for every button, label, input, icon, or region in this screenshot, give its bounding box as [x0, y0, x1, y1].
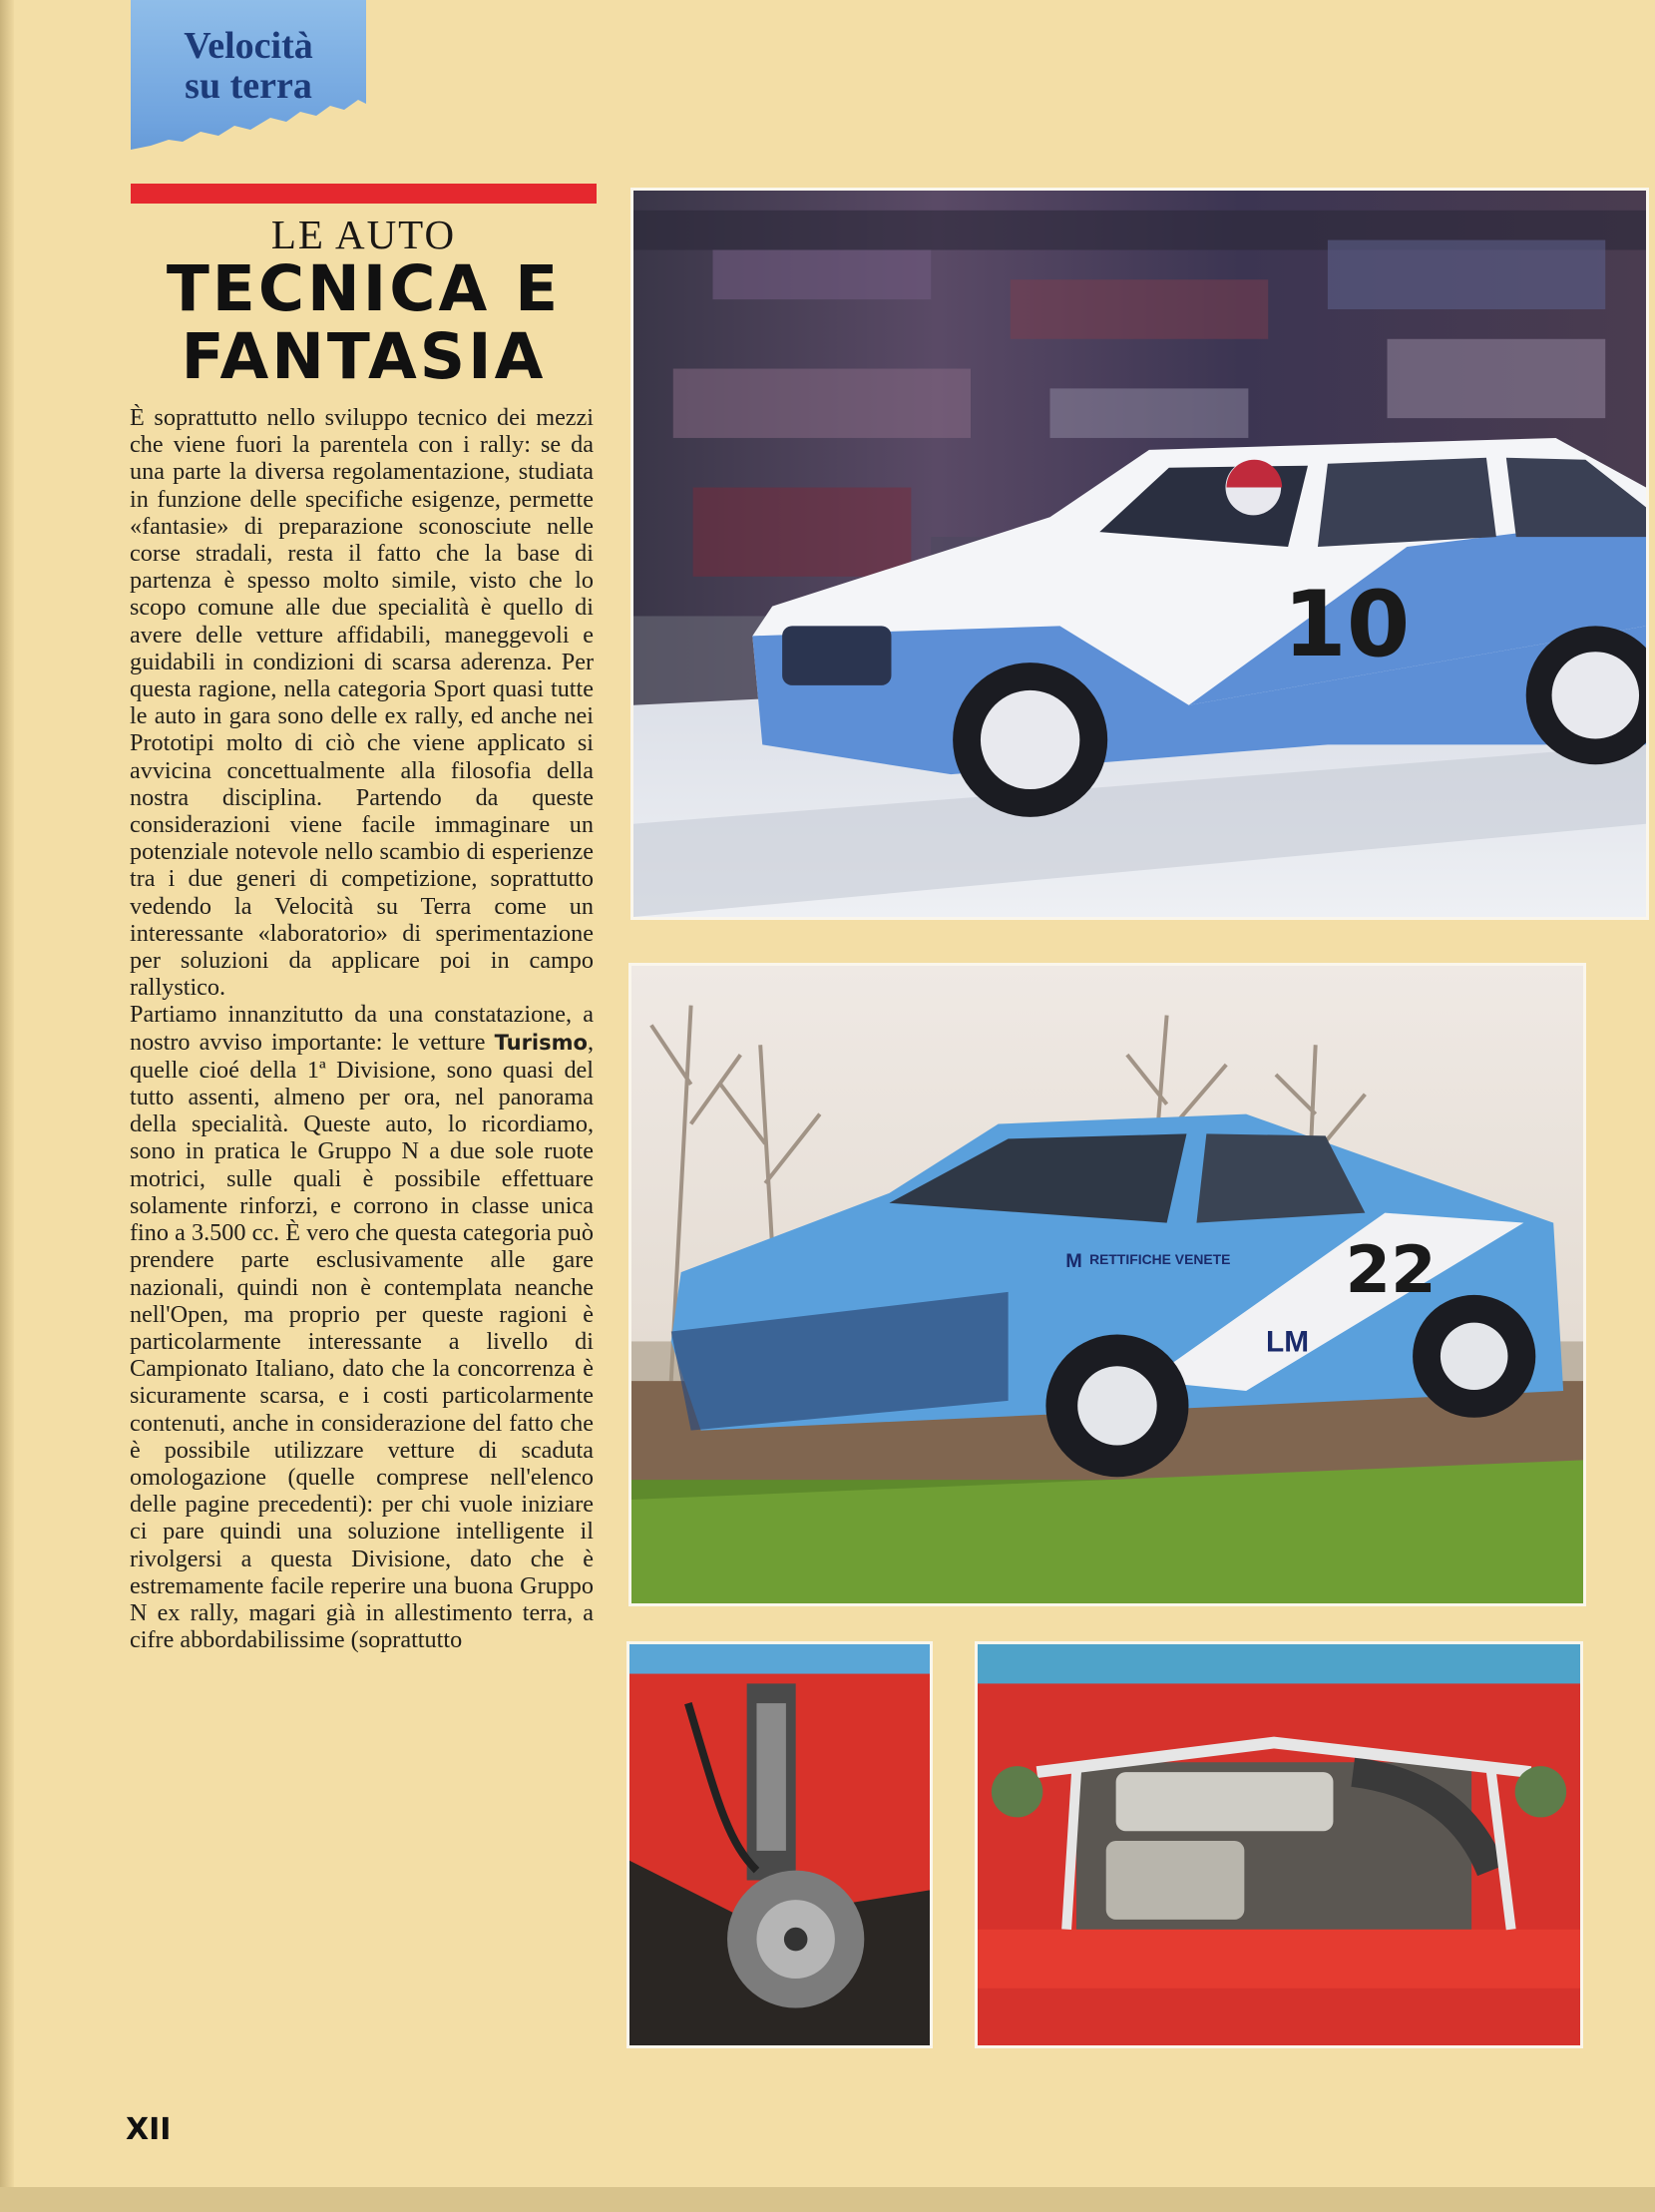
- red-rule: [131, 184, 597, 204]
- car-number-10: 10: [1283, 571, 1411, 678]
- sponsor-prefix: M: [1065, 1250, 1082, 1273]
- photo-engine-bay-image: [978, 1644, 1580, 2045]
- body-p2-start: Partiamo innanzitutto da una constatazione, a nostro avviso importante: le vetture: [130, 1001, 594, 1056]
- sponsor-rettifiche-venete: RETTIFICHE VENETE: [1089, 1251, 1231, 1268]
- article-kicker: LE AUTO: [270, 212, 457, 257]
- section-tab: [131, 0, 366, 176]
- photo-suspension-image: [629, 1644, 930, 2045]
- photo-engine-bay: [975, 1641, 1583, 2048]
- article-headline: [131, 252, 597, 393]
- section-tab-line1: Velocità: [184, 25, 313, 67]
- headline-line2: FANTASIA: [181, 320, 547, 393]
- page-edge: [0, 0, 14, 2212]
- car-number-22: 22: [1345, 1232, 1437, 1308]
- sponsor-lm: LM: [1266, 1325, 1310, 1359]
- photo-suspension: [626, 1641, 933, 2048]
- photo-car-22-image: [631, 966, 1583, 1603]
- headline-line1: TECNICA E: [166, 252, 562, 325]
- photo-car-10: [630, 188, 1649, 920]
- body-p2-rest: , quelle cioé della 1ª Divisione, sono quasi del tutto assenti, almeno per ora, nel panorama della specialità. Queste auto, lo ricordiamo, sono in pratica le Gruppo N a due sole ruote motrici, sulle quali è possibile effettuare solamente rinforzi, e corrono in classe unica fino a 3.500 cc. È vero che questa categoria può prendere parte esclusivamente alle gare nazionali, quindi non è contemplata neanche nell'Open, ma proprio per queste ragioni è particolarmente interessante a livello di Campionato Italiano, dato che la concorrenza è sicuramente scarsa, e i costi particolarmente contenuti, anche in considerazione del fatto che è possibile utilizzare vetture di scaduta omologazione (quelle comprese nell'elenco delle pagine precedenti): per chi vuole iniziare ci pare quindi una soluzione intelligente il rivolgersi a questa Divisione, dato che è estremamente facile reperire una buona Gruppo N ex rally, magari già in allestimento terra, a cifre abbordabilissime (soprattutto: [130, 1028, 594, 1654]
- body-paragraph-1: È soprattutto nello sviluppo tecnico dei mezzi che viene fuori la parentela con i rally: se da una parte la diversa regolamentazione, studiata in funzione delle specifiche esigenze, permette «fantasie» di preparazione sconosciute nelle corse stradali, resta il fatto che la base di partenza è spesso molto simile, visto che lo scopo comune alle due specialità è quello di avere delle vetture affidabili, maneggevoli e guidabili in condizioni di scarsa aderenza. Per questa ragione, nella categoria Sport quasi tutte le auto in gara sono delle ex rally, ed anche nei Prototipi molto di ciò che viene applicato si avvicina concettualmente alla filosofia della nostra disciplina. Partendo da queste considerazioni viene facile immaginare un potenziale notevole nello scambio di esperienze tra i due generi di competizione, soprattutto vedendo la Velocità su Terra come un interessante «laboratorio» di sperimentazione per soluzioni da applicare poi in campo rallystico.: [130, 404, 594, 1002]
- article-body: [130, 404, 594, 1653]
- body-p2-bold: Turismo: [494, 1030, 588, 1055]
- photo-car-10-image: [633, 191, 1646, 917]
- photo-car-22: [628, 963, 1586, 1606]
- torn-paper-edge: [131, 0, 366, 176]
- page-number: XII: [126, 2112, 172, 2147]
- section-tab-line2: su terra: [185, 65, 312, 107]
- page-edge-bottom: [0, 2187, 1655, 2212]
- body-paragraph-2: [130, 1001, 594, 1653]
